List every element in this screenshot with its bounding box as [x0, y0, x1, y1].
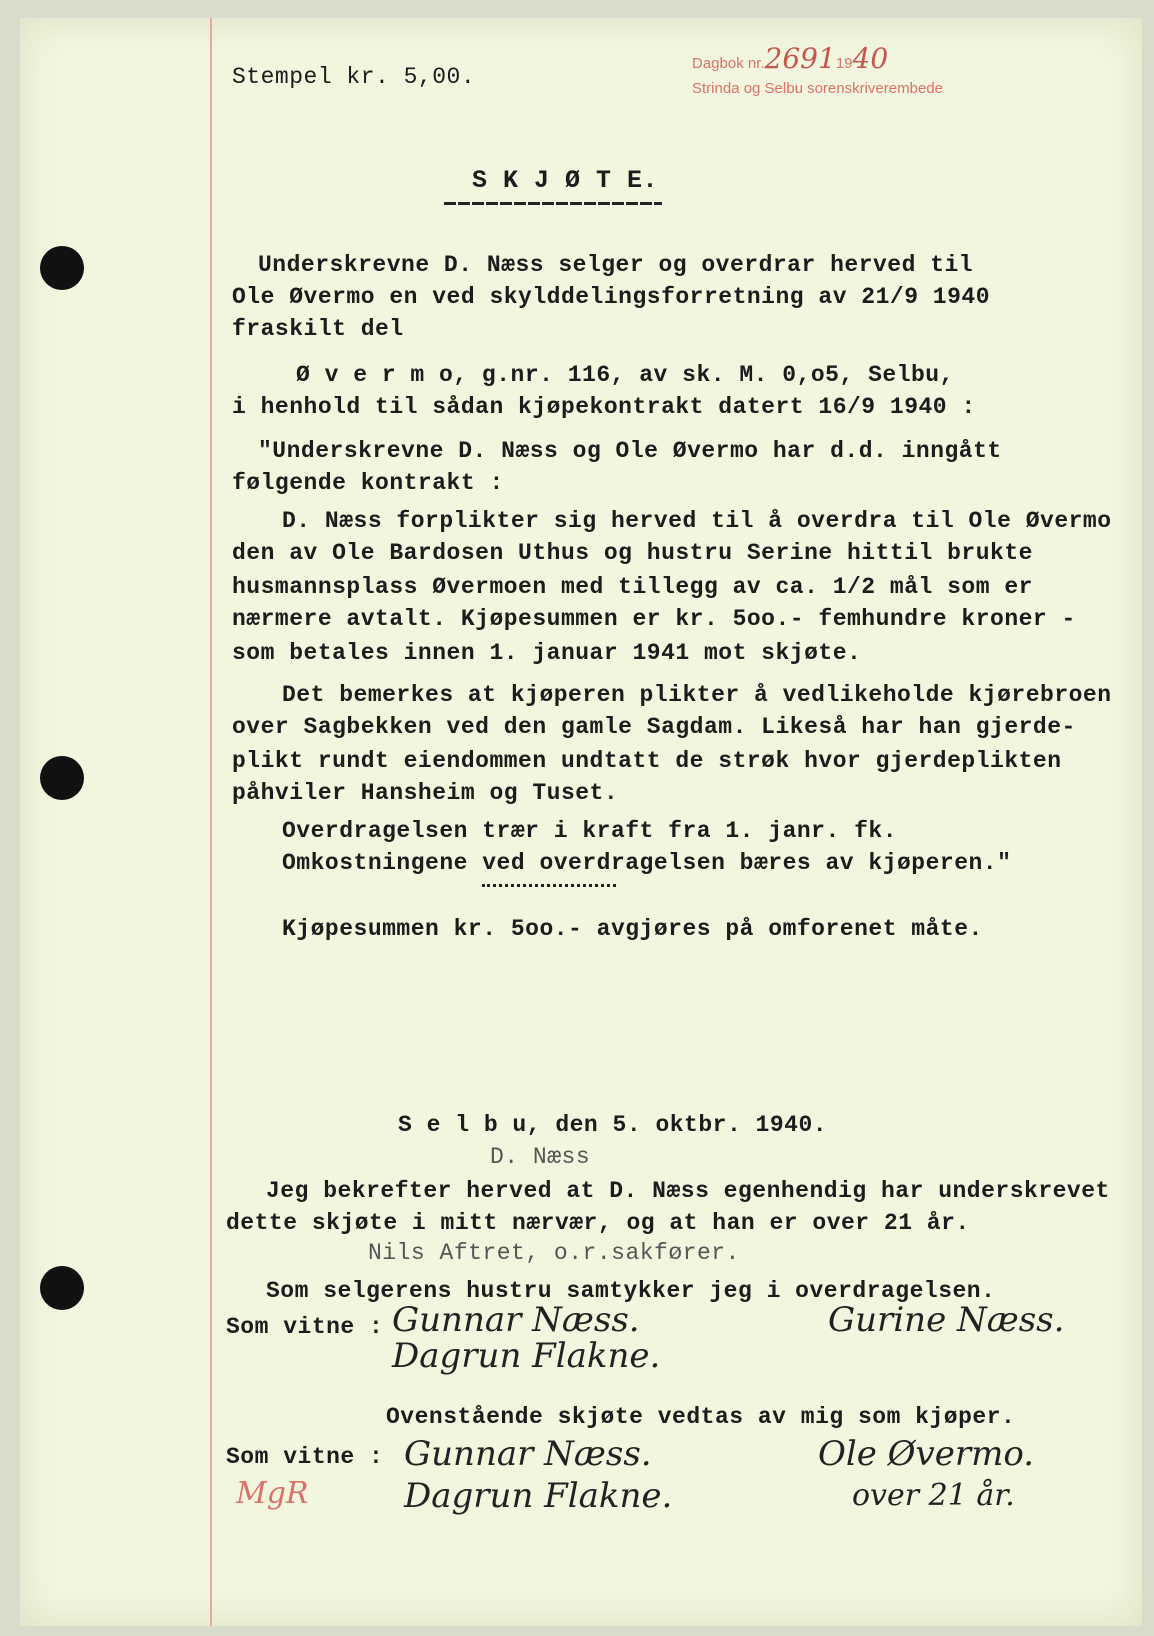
margin-line — [210, 18, 212, 1626]
wife-signature: Gurine Næss. — [828, 1300, 1065, 1340]
witness-1-signature-b: Dagrun Flakne. — [392, 1336, 661, 1376]
body-line-6: "Underskrevne D. Næss og Ole Øvermo har d.d. inngått — [258, 438, 1002, 464]
document-title: S K J Ø T E. — [472, 166, 659, 195]
witness-1-signature-a: Gunnar Næss. — [392, 1300, 640, 1340]
certification-line-1: Jeg bekrefter herved at D. Næss egenhendig har underskrevet — [266, 1178, 1110, 1204]
body-line-4: Ø v e r m o, g.nr. 116, av sk. M. 0,o5, Selbu, — [296, 362, 954, 388]
document-page — [20, 18, 1142, 1626]
office-stamp: Strinda og Selbu sorenskriverembede — [692, 80, 943, 97]
seller-signature: D. Næss — [490, 1144, 591, 1170]
body-line-18: Omkostningene ved overdragelsen bæres av kjøperen." — [282, 850, 1012, 876]
body-line-19: Kjøpesummen kr. 5oo.- avgjøres på omforenet måte. — [282, 916, 983, 942]
body-line-5: i henhold til sådan kjøpekontrakt datert 16/9 1940 : — [232, 394, 976, 420]
registrar-initials: MgR — [236, 1476, 309, 1511]
body-line-13: Det bemerkes at kjøperen plikter å vedlikeholde kjørebroen — [282, 682, 1112, 708]
body-line-2: Ole Øvermo en ved skylddelingsforretning av 21/9 1940 — [232, 284, 991, 310]
witness-label-2: Som vitne : — [226, 1444, 384, 1470]
lawyer-signature: Nils Aftret, o.r.sakfører. — [368, 1240, 740, 1266]
dotted-separator — [482, 884, 616, 887]
punch-hole-bottom — [40, 1266, 84, 1310]
title-underline — [444, 202, 662, 205]
certification-line-2: dette skjøte i mitt nærvær, og at han er over 21 år. — [226, 1210, 970, 1236]
dagbok-number: 2691 — [764, 42, 836, 75]
witness-2-signature-a: Gunnar Næss. — [404, 1434, 652, 1474]
dagbok-year: 40 — [852, 42, 889, 75]
buyer-age-note: over 21 år. — [852, 1478, 1015, 1513]
dagbok-year-prefix: 19 — [835, 55, 853, 72]
body-line-3: fraskilt del — [232, 316, 404, 342]
body-line-16: påhviler Hansheim og Tuset. — [232, 780, 619, 806]
body-line-10: husmannsplass Øvermoen med tillegg av ca. 1/2 mål som er — [232, 574, 1033, 600]
body-line-11: nærmere avtalt. Kjøpesummen er kr. 5oo.- femhundre kroner - — [232, 606, 1076, 632]
punch-hole-top — [40, 246, 84, 290]
body-line-12: som betales innen 1. januar 1941 mot skjøte. — [232, 640, 862, 666]
body-line-9: den av Ole Bardosen Uthus og hustru Serine hittil brukte — [232, 540, 1033, 566]
place-date: S e l b u, den 5. oktbr. 1940. — [398, 1112, 828, 1138]
stamp-fee: Stempel kr. 5,00. — [232, 64, 476, 90]
witness-label-1: Som vitne : — [226, 1314, 384, 1340]
body-line-15: plikt rundt eiendommen undtatt de strøk hvor gjerdeplikten — [232, 748, 1062, 774]
buyer-signature: Ole Øvermo. — [818, 1434, 1035, 1474]
witness-2-signature-b: Dagrun Flakne. — [404, 1476, 673, 1516]
wife-consent: Som selgerens hustru samtykker jeg i overdragelsen. — [266, 1278, 996, 1304]
body-line-17: Overdragelsen trær i kraft fra 1. janr. fk. — [282, 818, 897, 844]
body-line-7: følgende kontrakt : — [232, 470, 504, 496]
punch-hole-middle — [40, 756, 84, 800]
body-line-14: over Sagbekken ved den gamle Sagdam. Likeså har han gjerde- — [232, 714, 1076, 740]
body-line-1: Underskrevne D. Næss selger og overdrar herved til — [258, 252, 974, 278]
dagbok-prefix: Dagbok nr. — [692, 55, 765, 72]
dagbok-stamp — [692, 42, 888, 75]
body-line-8: D. Næss forplikter sig herved til å overdra til Ole Øvermo — [282, 508, 1112, 534]
buyer-acceptance: Ovenstående skjøte vedtas av mig som kjøper. — [386, 1404, 1016, 1430]
